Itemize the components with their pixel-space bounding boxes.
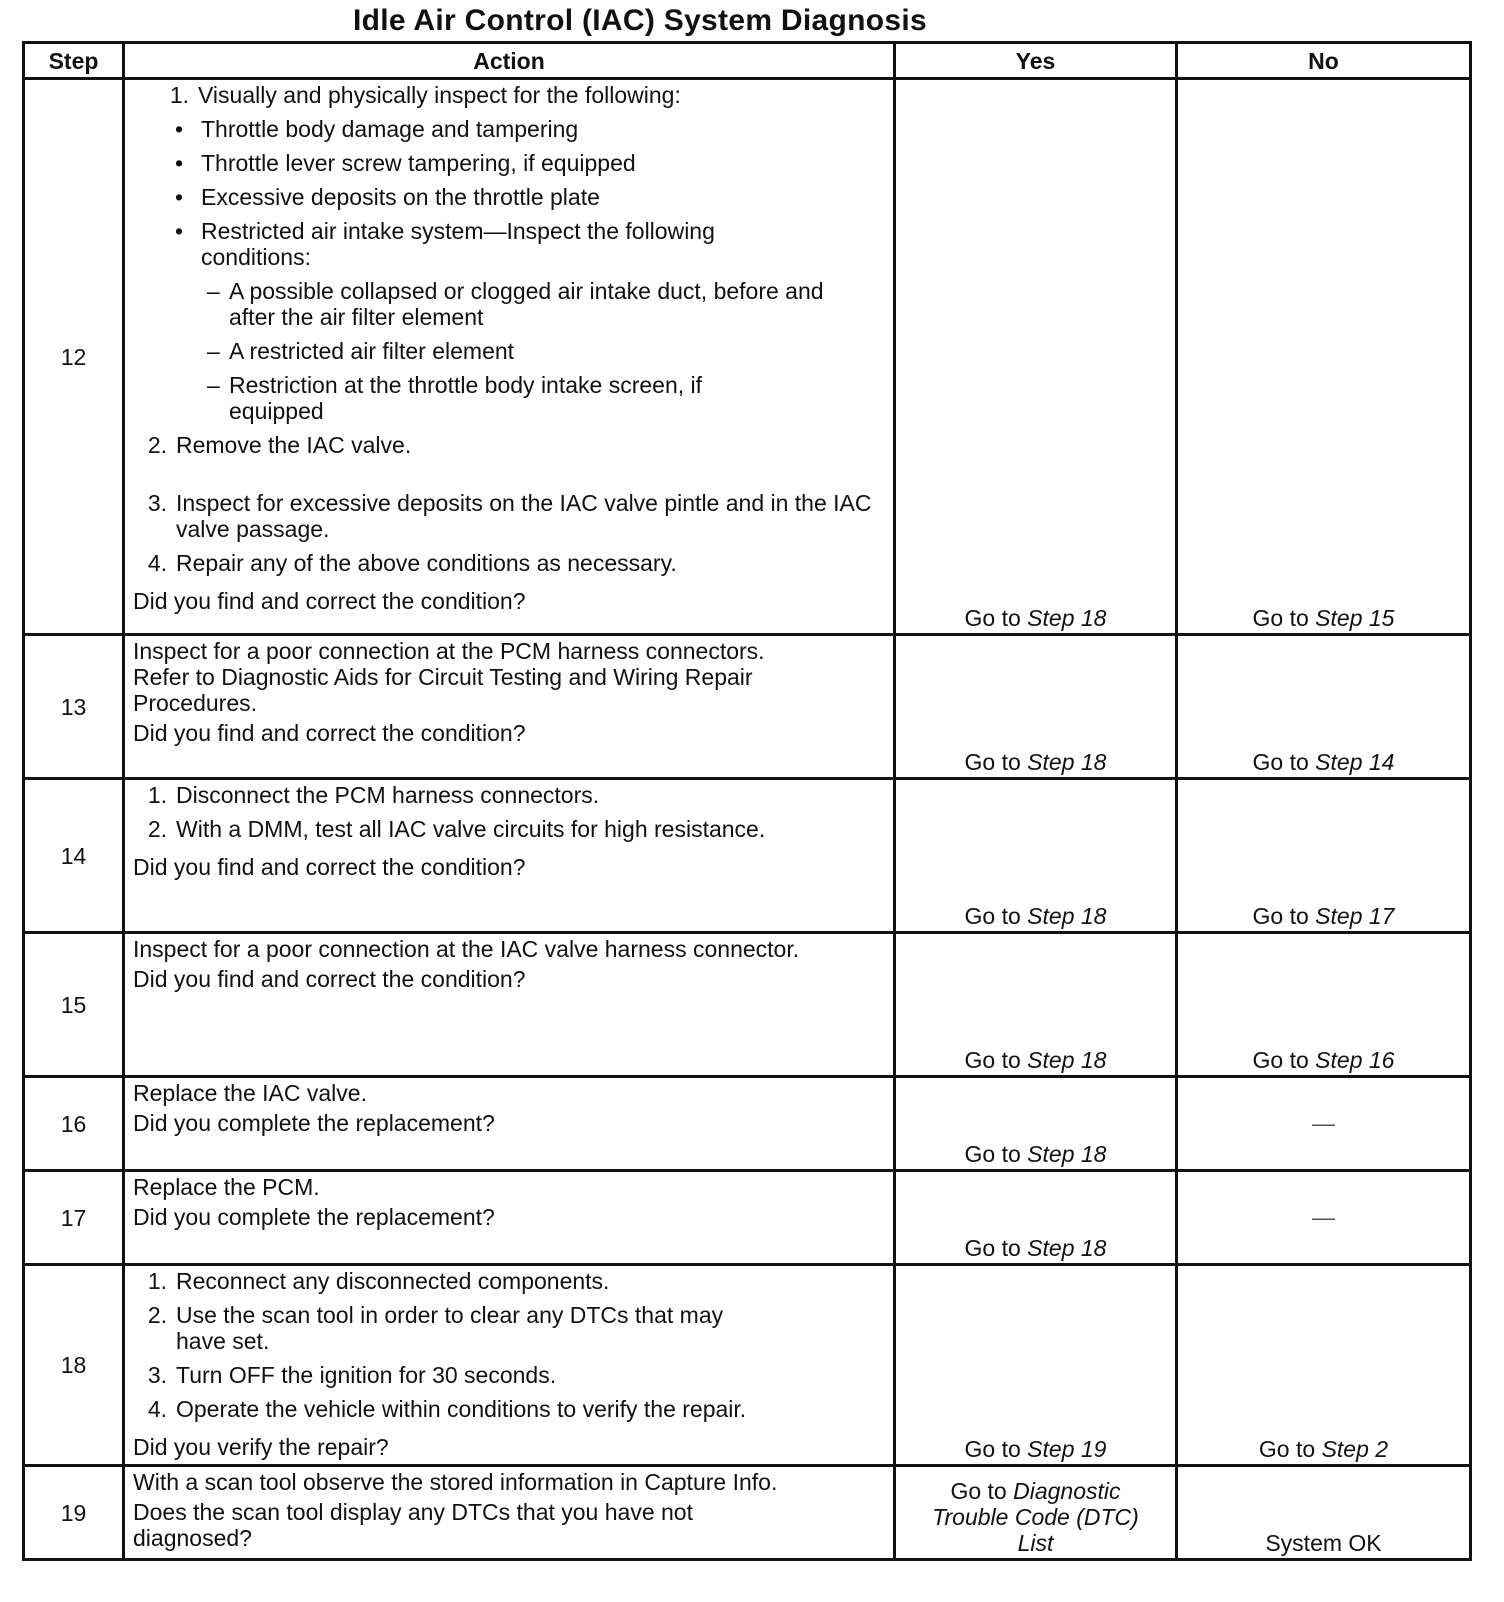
- yes-cell: Go to Diagnostic Trouble Code (DTC) List: [895, 1466, 1177, 1560]
- numbered-item: 4. Operate the vehicle within conditions to verify the repair.: [147, 1396, 747, 1422]
- action-cell: [124, 1265, 895, 1466]
- action-text: Inspect for a poor connection at the IAC valve harness connector.: [133, 936, 800, 962]
- yes-step-link[interactable]: Step 18: [1027, 1047, 1107, 1073]
- table-row-step-18: [24, 1265, 1471, 1466]
- table-row-step-17: [24, 1171, 1471, 1265]
- no-step-link[interactable]: Step 14: [1315, 749, 1395, 775]
- question-text: Does the scan tool display any DTCs that you have not diagnosed?: [133, 1499, 693, 1551]
- yes-step-link[interactable]: Step 18: [1027, 749, 1107, 775]
- yes-cell: Go to Step 19: [895, 1265, 1177, 1466]
- bullet-item: • Throttle body damage and tampering: [175, 116, 579, 142]
- no-cell: —: [1177, 1171, 1471, 1265]
- numbered-item: 2. Use the scan tool in order to clear any DTCs that may have set.: [147, 1302, 724, 1354]
- no-step-link[interactable]: Step 16: [1315, 1047, 1395, 1073]
- numbered-item: 4. Repair any of the above conditions as necessary.: [147, 550, 677, 576]
- table-header-row: [24, 43, 1471, 79]
- action-text: Inspect for a poor connection at the PCM harness connectors.: [133, 638, 765, 664]
- no-cell: Go to Step 14: [1177, 635, 1471, 779]
- header-action: Action: [124, 43, 895, 79]
- action-cell: [124, 933, 895, 1077]
- no-step-link[interactable]: Step 17: [1315, 903, 1395, 929]
- action-cell: [124, 1077, 895, 1171]
- yes-cell: Go to Step 18: [895, 635, 1177, 779]
- yes-step-link[interactable]: Step 18: [1027, 903, 1107, 929]
- dash-item: – A possible collapsed or clogged air intake duct, before and after the air filter element: [207, 278, 824, 330]
- no-cell: —: [1177, 1077, 1471, 1171]
- numbered-item: 3. Inspect for excessive deposits on the IAC valve pintle and in the IAC valve passage.: [147, 490, 872, 542]
- document-title: Idle Air Control (IAC) System Diagnosis: [353, 4, 927, 37]
- bullet-item: • Restricted air intake system—Inspect the following conditions:: [175, 218, 715, 270]
- yes-step-link[interactable]: Step 18: [1027, 1141, 1107, 1167]
- no-cell: System OK: [1177, 1466, 1471, 1560]
- numbered-item: 2. Remove the IAC valve.: [147, 432, 412, 458]
- step-number: 12: [24, 79, 124, 635]
- bullet-item: • Throttle lever screw tampering, if equipped: [175, 150, 636, 176]
- yes-dtc-list-link[interactable]: Diagnostic Trouble Code (DTC) List: [932, 1478, 1139, 1556]
- step-number: 14: [24, 779, 124, 933]
- no-cell: Go to Step 16: [1177, 933, 1471, 1077]
- yes-cell: Go to Step 18: [895, 79, 1177, 635]
- question-text: Did you complete the replacement?: [133, 1110, 495, 1136]
- step-number: 15: [24, 933, 124, 1077]
- yes-cell: Go to Step 18: [895, 933, 1177, 1077]
- action-text: With a scan tool observe the stored information in Capture Info.: [133, 1469, 778, 1495]
- no-cell: Go to Step 15: [1177, 79, 1471, 635]
- yes-cell: Go to Step 18: [895, 779, 1177, 933]
- yes-step-link[interactable]: Step 18: [1027, 1235, 1107, 1261]
- question-text: Did you find and correct the condition?: [133, 966, 526, 992]
- numbered-item: 1. Reconnect any disconnected components.: [147, 1268, 610, 1294]
- step-number: 16: [24, 1077, 124, 1171]
- dash-item: – Restriction at the throttle body intake screen, if equipped: [207, 372, 703, 424]
- numbered-item: 1. Disconnect the PCM harness connectors.: [147, 782, 600, 808]
- action-cell: [124, 779, 895, 933]
- step-number: 13: [24, 635, 124, 779]
- question-text: Did you find and correct the condition?: [133, 588, 526, 614]
- step-number: 18: [24, 1265, 124, 1466]
- table-row-step-15: [24, 933, 1471, 1077]
- step-number: 19: [24, 1466, 124, 1560]
- numbered-item: 1. Visually and physically inspect for the following:: [169, 82, 681, 108]
- yes-cell: Go to Step 18: [895, 1171, 1177, 1265]
- table-row-step-13: [24, 635, 1471, 779]
- diagnosis-table: [22, 41, 1472, 1561]
- no-step-link[interactable]: Step 2: [1321, 1436, 1389, 1462]
- table-row-step-14: [24, 779, 1471, 933]
- numbered-item: 2. With a DMM, test all IAC valve circuits for high resistance.: [147, 816, 766, 842]
- bullet-item: • Excessive deposits on the throttle plate: [175, 184, 600, 210]
- question-text: Did you complete the replacement?: [133, 1204, 495, 1230]
- numbered-item: 3. Turn OFF the ignition for 30 seconds.: [147, 1362, 557, 1388]
- header-no: No: [1177, 43, 1471, 79]
- action-cell: [124, 1466, 895, 1560]
- no-cell: Go to Step 2: [1177, 1265, 1471, 1466]
- table-row-step-16: [24, 1077, 1471, 1171]
- header-step: Step: [24, 43, 124, 79]
- step-number: 17: [24, 1171, 124, 1265]
- yes-step-link[interactable]: Step 18: [1027, 605, 1107, 631]
- table-row-step-19: [24, 1466, 1471, 1560]
- question-text: Did you find and correct the condition?: [133, 854, 526, 880]
- action-cell: [124, 79, 895, 635]
- yes-cell: Go to Step 18: [895, 1077, 1177, 1171]
- action-text: Replace the IAC valve.: [133, 1080, 367, 1106]
- action-text: Refer to Diagnostic Aids for Circuit Testing and Wiring Repair Procedures.: [133, 664, 753, 716]
- dash-item: – A restricted air filter element: [207, 338, 515, 364]
- action-cell: [124, 635, 895, 779]
- action-cell: [124, 1171, 895, 1265]
- action-text: Replace the PCM.: [133, 1174, 320, 1200]
- no-cell: Go to Step 17: [1177, 779, 1471, 933]
- header-yes: Yes: [895, 43, 1177, 79]
- yes-step-link[interactable]: Step 19: [1027, 1436, 1107, 1462]
- no-step-link[interactable]: Step 15: [1315, 605, 1395, 631]
- question-text: Did you verify the repair?: [133, 1434, 389, 1460]
- question-text: Did you find and correct the condition?: [133, 720, 526, 746]
- table-row-step-12: [24, 79, 1471, 635]
